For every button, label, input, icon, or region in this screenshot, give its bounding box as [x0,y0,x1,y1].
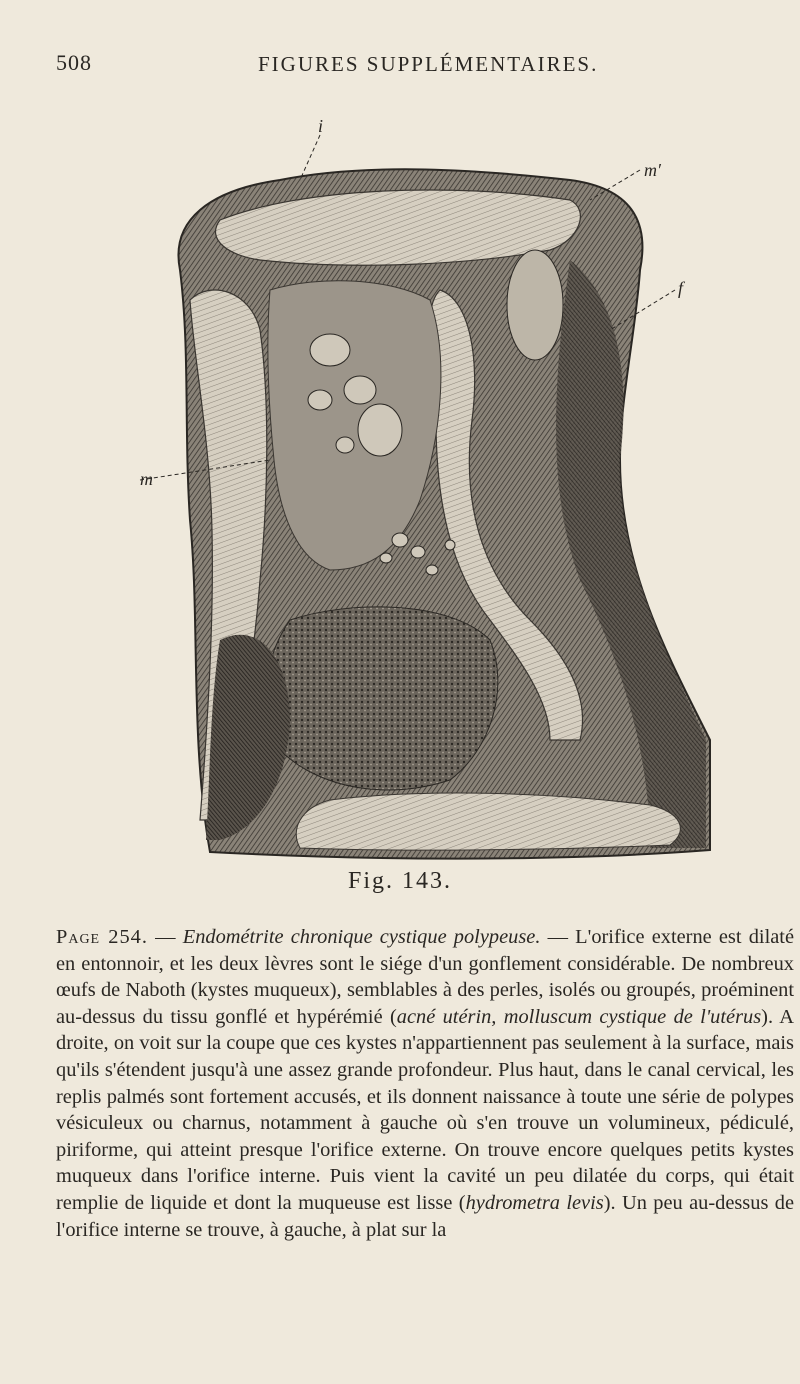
italic-term-2: hydrometra levis [465,1191,604,1214]
label-m-prime: m′ [644,160,661,180]
section-title: Endométrite chronique cystique polypeuse. [182,926,541,948]
uterus-section-engraving [140,100,710,870]
running-head: FIGURES SUPPLÉMENTAIRES. [258,52,599,76]
italic-term-1: acné utérin, molluscum cystique de l'utérus [396,1005,762,1028]
label-f: f [678,278,684,298]
figure-caption [0,868,800,895]
anatomical-illustration [140,100,710,870]
page-number: 508 [56,50,92,75]
page-reference: Page 254. [56,926,148,948]
paragraph-part-3: ). Un peu au-dessus de l'orifice interne se trouve, à gauche, à plat sur la [56,1191,794,1241]
label-m: m [140,469,153,489]
body-paragraph [56,924,794,1243]
paragraph-part-2: ). A droite, on voit sur la coupe que ces kystes n'appartiennent pas seulement à la surface, mais qu'ils s'étendent jusqu'à une assez grande profondeur. Plus haut, dans le canal cervical, les replis palmés sont fortement accusés, et ils donnent naissance à toute une série de polypes vésiculeux ou charnus, notamment à gauche où s'en trouve un volumineux, pédiculé, piriforme, qui atteint presque l'orifice externe. On trouve encore quelques petits kystes muqueux dans l'orifice interne. Puis vient la cavité un peu dilatée du corps, qui était remplie de liquide et dont la muqueuse est lisse ( [56,1005,794,1214]
figure-caption-text: Fig. 143. [347,868,452,894]
label-i: i [318,116,324,136]
dash: — [147,926,183,948]
page-header [0,50,800,90]
paragraph-part-1: — L'orifice externe est dilaté en entonnoir, et les deux lèvres sont le siége d'un gonflement considérable. De nombreux œufs de Naboth (kystes muqueux), semblables à des perles, isolés ou groupés, proéminent au-dessus du tissu gonflé et hypérémié ( [56,926,794,1028]
